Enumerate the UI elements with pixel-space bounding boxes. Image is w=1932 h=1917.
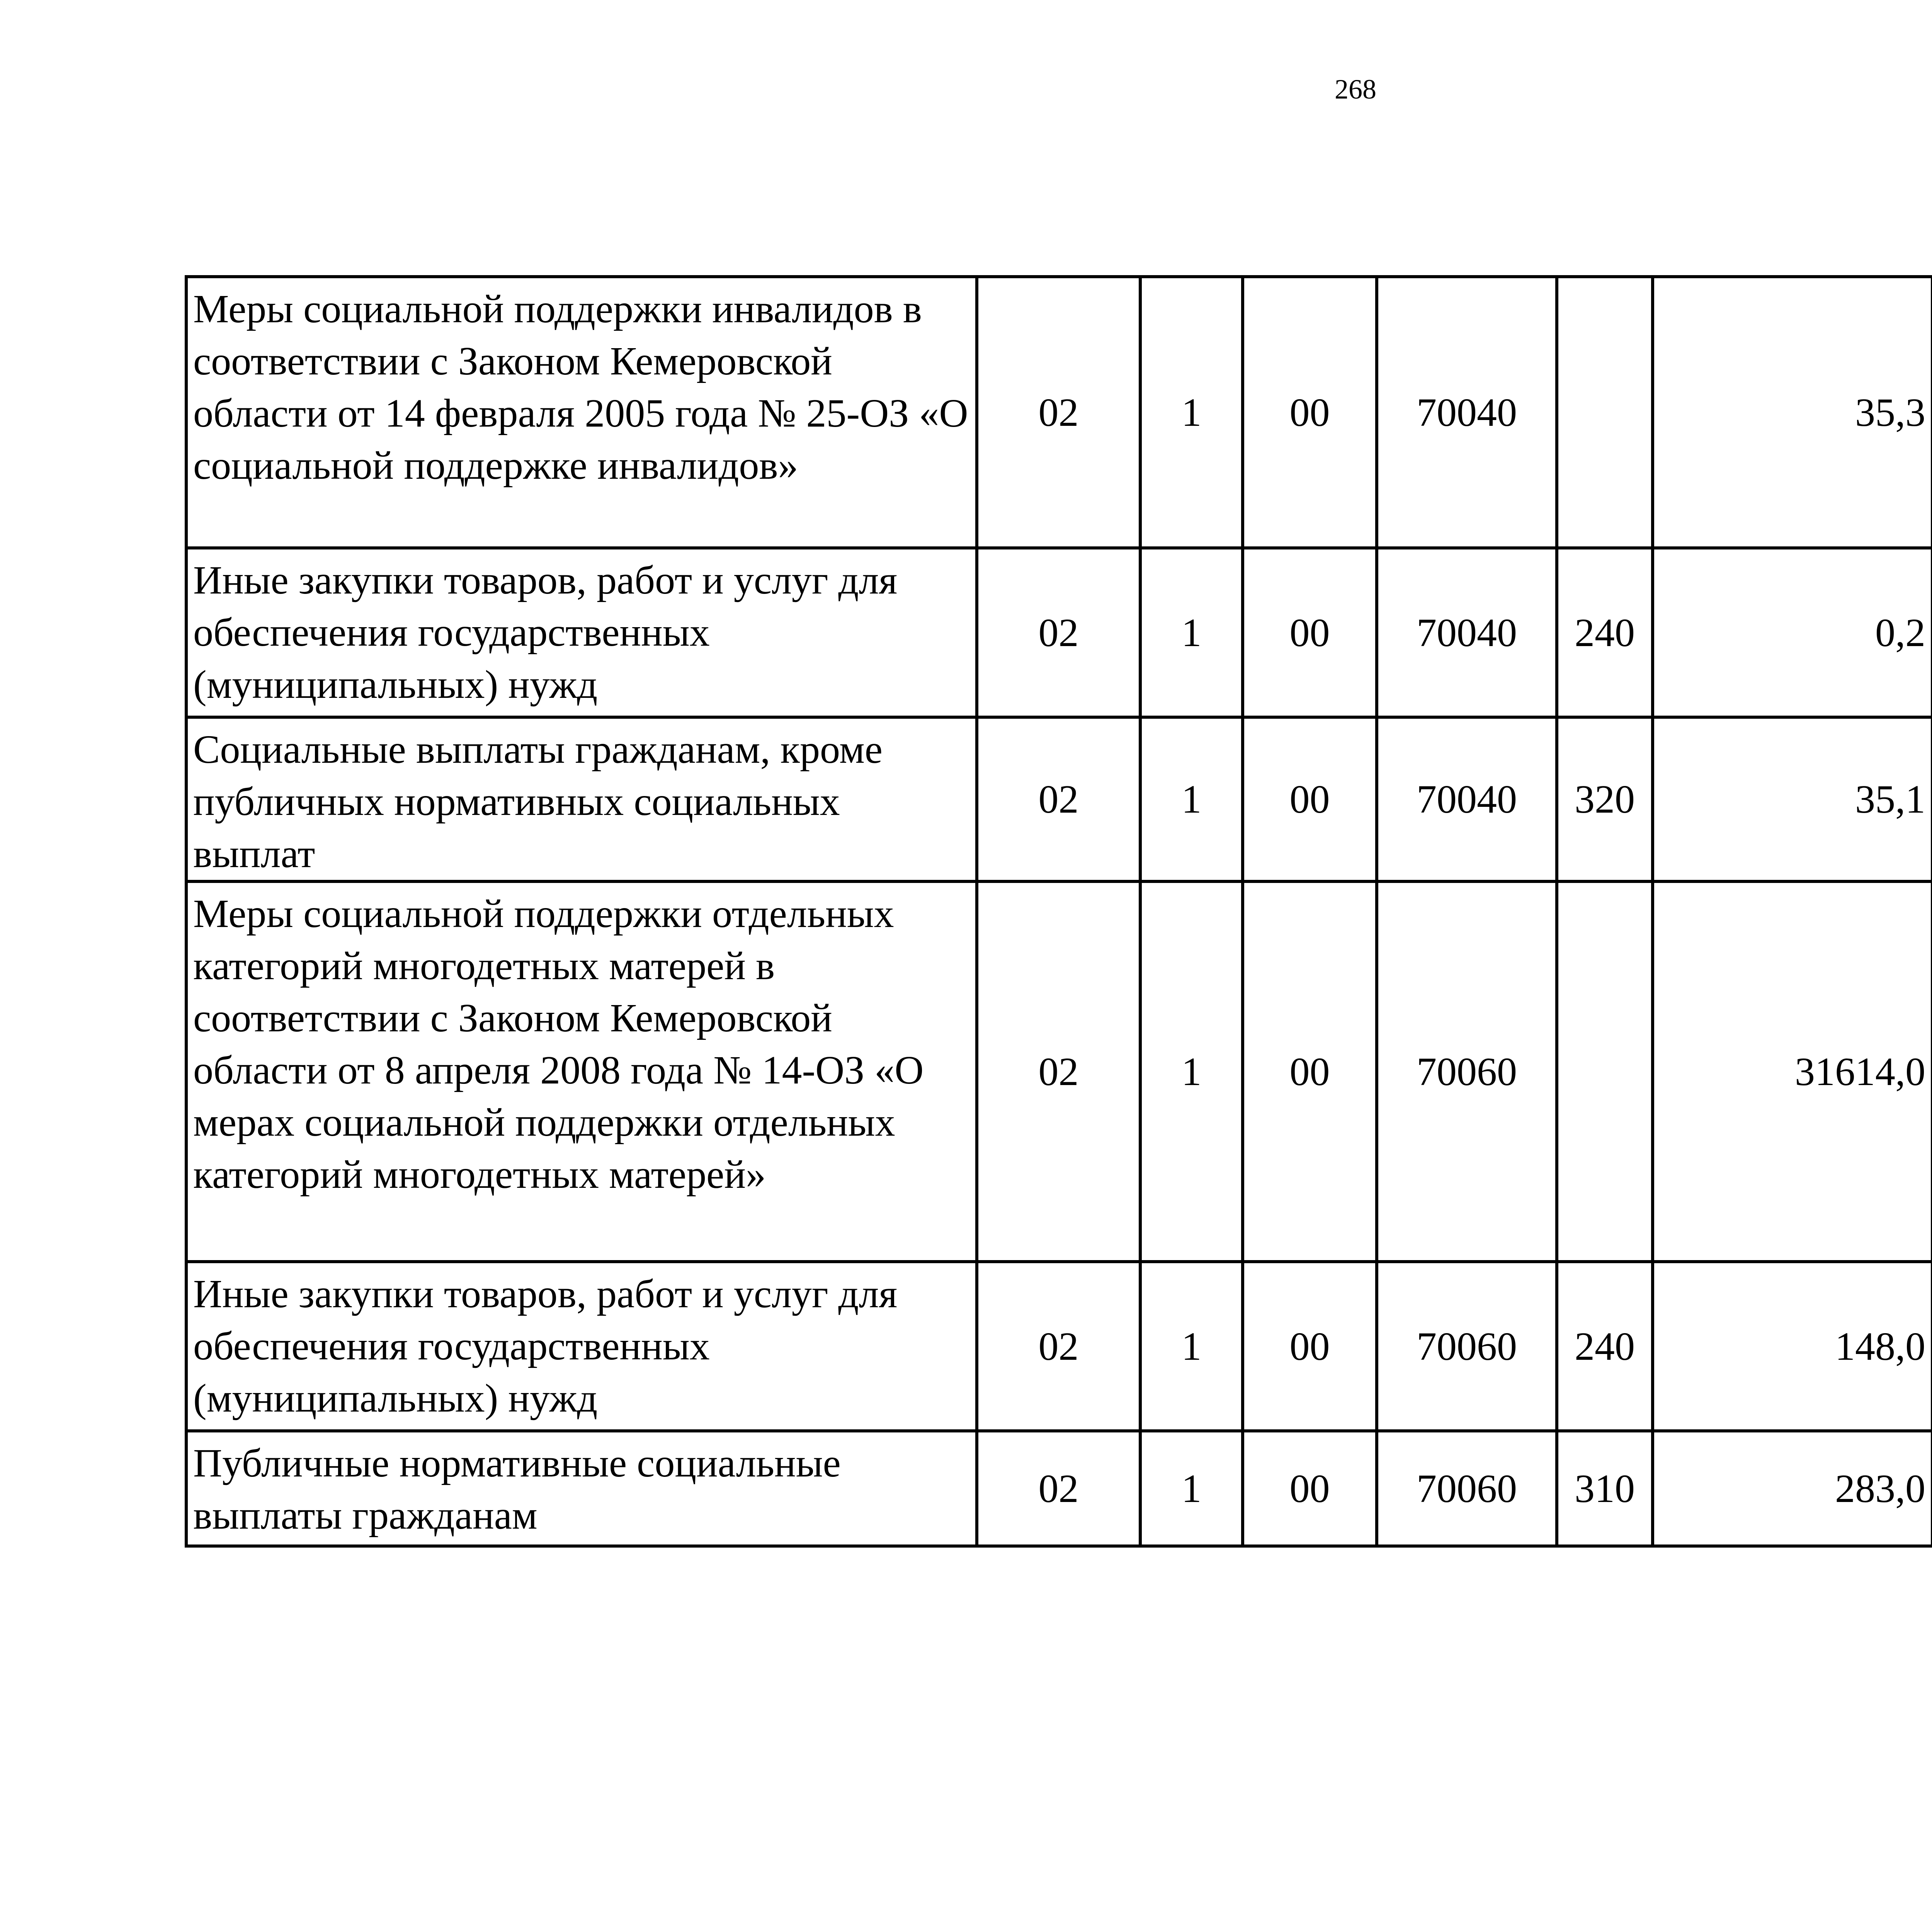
direction-code: 70060 [1377,1262,1557,1431]
table-row [186,881,1932,1262]
row-name: Иные закупки товаров, работ и услуг для обеспечения государственных (муниципальных) нужд [186,548,977,717]
table-row [186,1262,1932,1431]
amount-year-1: 283,0 [1653,1431,1932,1546]
row-name: Иные закупки товаров, работ и услуг для обеспечения государственных (муниципальных) нужд [186,1262,977,1431]
section-code: 02 [977,717,1140,881]
program-code: 1 [1140,277,1243,548]
budget-table [185,275,1932,1548]
row-name: Меры социальной поддержки отдельных категорий многодетных матерей в соответствии с Законом Кемеровской области от 8 апреля 2008 года № 14-ОЗ «О мерах социальной поддержки отдельных категорий многодетных матерей» [186,881,977,1262]
section-code: 02 [977,548,1140,717]
row-name: Публичные нормативные социальные выплаты гражданам [186,1431,977,1546]
subprogram-code: 00 [1243,717,1377,881]
direction-code: 70060 [1377,1431,1557,1546]
section-code: 02 [977,277,1140,548]
subprogram-code: 00 [1243,1431,1377,1546]
table-row [186,1431,1932,1546]
row-name: Меры социальной поддержки инвалидов в соответствии с Законом Кемеровской области от 14 февраля 2005 года № 25-ОЗ «О социальной поддержке инвалидов» [186,277,977,548]
expense-type-code [1557,881,1653,1262]
direction-code: 70040 [1377,717,1557,881]
expense-type-code: 310 [1557,1431,1653,1546]
section-code: 02 [977,881,1140,1262]
direction-code: 70040 [1377,548,1557,717]
amount-year-1: 31614,0 [1653,881,1932,1262]
subprogram-code: 00 [1243,881,1377,1262]
program-code: 1 [1140,717,1243,881]
direction-code: 70040 [1377,277,1557,548]
expense-type-code [1557,277,1653,548]
page-number: 268 [1335,74,1376,105]
expense-type-code: 240 [1557,1262,1653,1431]
amount-year-1: 148,0 [1653,1262,1932,1431]
section-code: 02 [977,1262,1140,1431]
amount-year-1: 35,1 [1653,717,1932,881]
direction-code: 70060 [1377,881,1557,1262]
table-row [186,717,1932,881]
section-code: 02 [977,1431,1140,1546]
subprogram-code: 00 [1243,1262,1377,1431]
table-row [186,548,1932,717]
program-code: 1 [1140,548,1243,717]
subprogram-code: 00 [1243,548,1377,717]
table-row [186,277,1932,548]
program-code: 1 [1140,1431,1243,1546]
subprogram-code: 00 [1243,277,1377,548]
amount-year-1: 0,2 [1653,548,1932,717]
expense-type-code: 320 [1557,717,1653,881]
program-code: 1 [1140,1262,1243,1431]
expense-type-code: 240 [1557,548,1653,717]
amount-year-1: 35,3 [1653,277,1932,548]
program-code: 1 [1140,881,1243,1262]
row-name: Социальные выплаты гражданам, кроме публичных нормативных социальных выплат [186,717,977,881]
